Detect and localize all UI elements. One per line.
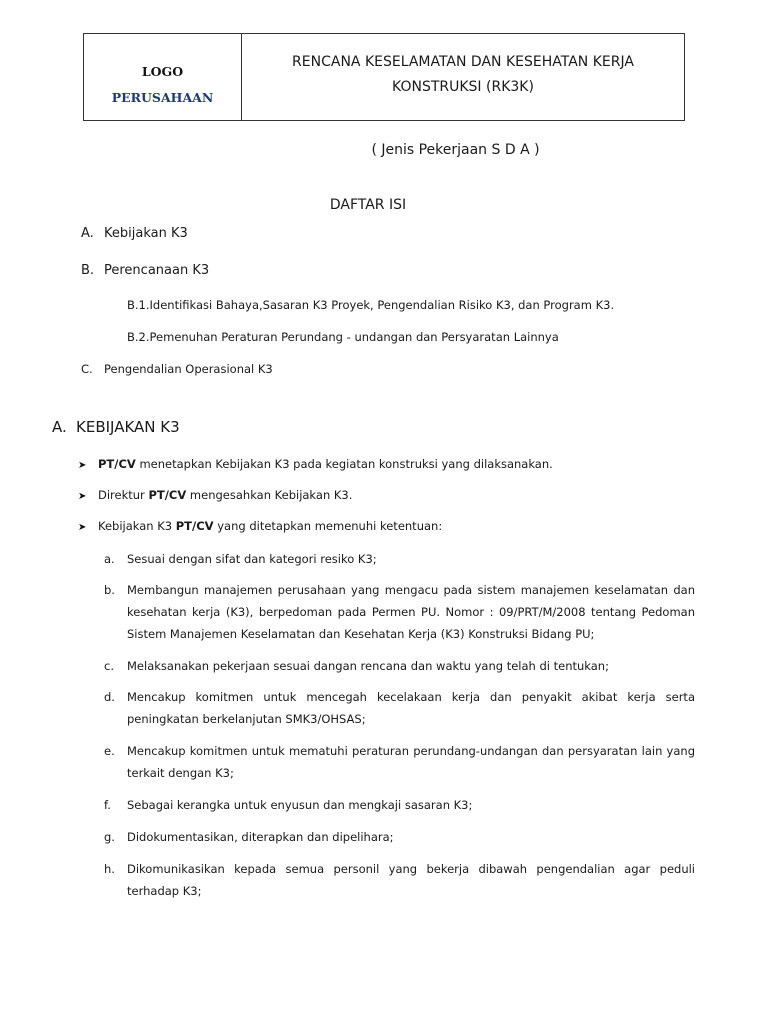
item-text: Sebagai kerangka untuk enyusun dan mengkaji sasaran K3; (127, 798, 473, 812)
bullet-item: ➤ Kebijakan K3 PT/CV yang ditetapkan memenuhi ketentuan: (78, 519, 443, 533)
toc-item-label: Perencanaan K3 (104, 263, 210, 278)
toc-item-c (81, 362, 273, 376)
arrow-bullet-icon: ➤ (78, 522, 87, 533)
toc-item-label: Kebijakan K3 (104, 226, 188, 241)
policy-item-e (104, 740, 695, 784)
item-letter: a. (104, 552, 115, 566)
toc-item-a (81, 226, 188, 241)
item-text: Dikomunikasikan kepada semua personil yang bekerja dibawah pengendalian agar peduli terhadap K3; (127, 862, 695, 898)
section-a-heading (52, 418, 180, 436)
item-letter: c. (104, 659, 114, 673)
document-header (83, 33, 685, 121)
section-title: KEBIJAKAN K3 (76, 418, 180, 436)
toc-item-letter: C. (81, 362, 93, 376)
item-text: Membangun manajemen perusahaan yang mengacu pada sistem manajemen keselamatan dan kesehatan kerja (K3), berpedoman pada Permen PU. Nomor : 09/PRT/M/2008 tentang Pedoman Sistem Manajemen Keselamatan dan Kesehatan Kerja (K3) Konstruksi Bidang PU; (127, 583, 695, 641)
item-text: Mencakup komitmen untuk mencegah kecelakaan kerja dan penyakit akibat kerja serta peningkatan berkelanjutan SMK3/OHSAS; (127, 690, 695, 726)
item-letter: e. (104, 744, 115, 758)
arrow-bullet-icon: ➤ (78, 460, 87, 471)
item-letter: b. (104, 583, 115, 597)
document-subtitle: ( Jenis Pekerjaan S D A ) (371, 142, 540, 158)
item-text: Didokumentasikan, diterapkan dan dipelihara; (127, 830, 394, 844)
policy-item-g (104, 826, 695, 848)
item-letter: d. (104, 690, 115, 704)
item-letter: g. (104, 830, 115, 844)
policy-item-b (104, 579, 695, 645)
logo-placeholder (84, 34, 242, 120)
item-letter: h. (104, 862, 115, 876)
item-letter: f. (104, 798, 111, 812)
toc-subitem-b2: B.2.Pemenuhan Peraturan Perundang - undangan dan Persyaratan Lainnya (127, 330, 559, 344)
policy-item-d (104, 686, 695, 730)
toc-item-letter: B. (81, 263, 95, 278)
policy-item-c (104, 655, 695, 677)
logo-text-line1: LOGO (141, 64, 184, 79)
policy-item-h (104, 858, 695, 902)
section-letter: A. (52, 418, 67, 436)
policy-item-f (104, 794, 695, 816)
toc-subitem-b1: B.1.Identifikasi Bahaya,Sasaran K3 Proyek, Pengendalian Risiko K3, dan Program K3. (127, 298, 615, 312)
toc-item-letter: A. (81, 226, 94, 241)
policy-item-a (104, 548, 695, 570)
item-text: Sesuai dengan sifat dan kategori resiko K3; (127, 552, 377, 566)
toc-item-b (81, 263, 209, 278)
item-text: Mencakup komitmen untuk mematuhi peraturan perundang-undangan dan persyaratan lain yang terkait dengan K3; (127, 744, 695, 780)
logo-text-line2: PERUSAHAAN (111, 90, 214, 105)
document-title-line2: KONSTRUKSI (RK3K) (392, 79, 534, 95)
item-text: Melaksanakan pekerjaan sesuai dangan rencana dan waktu yang telah di tentukan; (127, 659, 609, 673)
toc-item-label: Pengendalian Operasional K3 (104, 362, 273, 376)
bullet-item: ➤ Direktur PT/CV mengesahkan Kebijakan K3. (78, 488, 353, 502)
arrow-bullet-icon: ➤ (78, 491, 87, 502)
toc-heading: DAFTAR ISI (329, 197, 407, 213)
bullet-item: ➤ PT/CV menetapkan Kebijakan K3 pada kegiatan konstruksi yang dilaksanakan. (78, 457, 553, 471)
document-title-line1: RENCANA KESELAMATAN DAN KESEHATAN KERJA (292, 54, 634, 70)
